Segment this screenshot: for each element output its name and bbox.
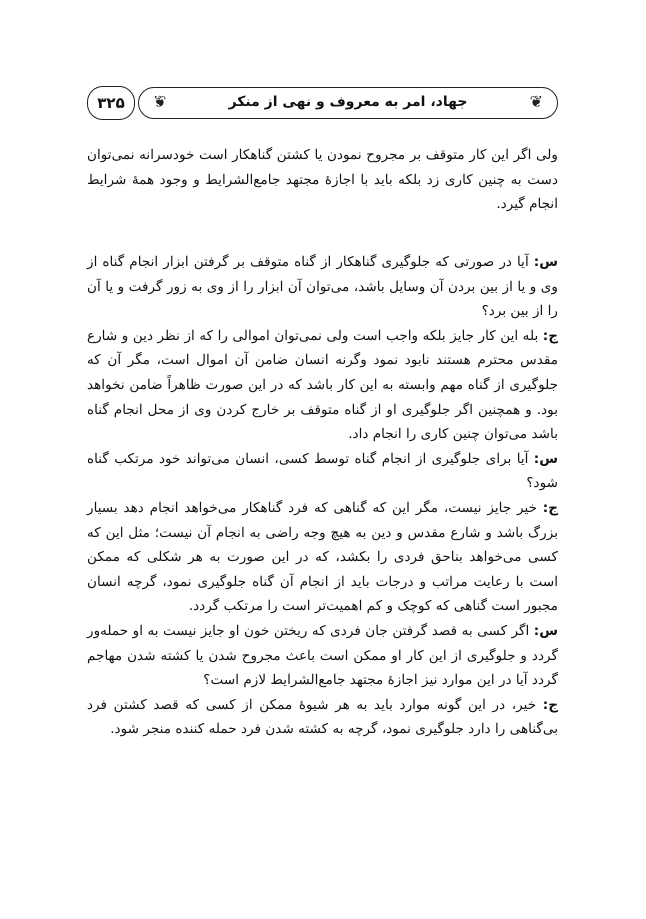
paragraph-text: ولی اگر این کار متوقف بر مجروح نمودن یا کشتن گناهکار است خودسرانه نمی‌توان دست به چنین کاری زد بلکه باید با اجازهٔ مجتهد جامع‌الشرایط و وجود همهٔ شرایط انجام گیرد. — [87, 147, 558, 213]
question-text: اگر کسی به قصد گرفتن جان فردی که ریختن خون او جایز نیست به او حمله‌ور گردد و جلوگیری از این کار او ممکن است باعث مجروح شدن یا کشته شدن مهاجم گردد آیا در این موارد نیز اجازهٔ مجتهد جامع‌الشرایط لازم است؟ — [87, 622, 558, 689]
answer-text: بله این کار جایز بلکه واجب است ولی نمی‌توان اموالی را که از نظر دین و شارع مقدس محترم هستند نابود نمود وگرنه انسان ضامن آن اموال است، مگر آن که جلوگیری از گناه مهم وابسته به این کار باشد که در این صورت ظاهراً ضامن نخواهد بود. و همچنین اگر جلوگیری او از گناه متوقف بر خارج کردن وی از محل انجام گناه باشد می‌توان چنین کاری را انجام داد. — [87, 327, 558, 443]
page-number: ۳۲۵ — [87, 86, 135, 120]
question-label: س: — [533, 254, 558, 270]
header-title-box — [138, 87, 558, 119]
answer-label: ج: — [542, 327, 558, 344]
question-text: آیا برای جلوگیری از انجام گناه توسط کسی، انسان می‌تواند خود مرتکب گناه شود؟ — [87, 450, 558, 492]
answer-label: ج: — [542, 499, 558, 516]
question-1 — [87, 250, 558, 324]
intro-paragraph — [87, 143, 558, 217]
question-3 — [87, 619, 558, 693]
answer-2 — [87, 496, 558, 619]
answer-text: خیر جایز نیست، مگر این که گناهی که فرد گناهکار می‌خواهد انجام دهد بسیار بزرگ باشد و شارع مقدس و دین به هیچ وجه راضی به انجام آن نیست؛ مثل این که کسی می‌خواهد بناحق فردی را بکشد، که در این صورت به هر شکلی که ممکن است با رعایت مراتب و درجات باید از انجام آن گناه جلوگیری نمود، گرچه انسان مجبور است گناهی که کوچک و کم اهمیت‌تر است را مرتکب گردد. — [87, 499, 558, 615]
chapter-title: جهاد، امر به معروف و نهی از منکر — [228, 94, 468, 110]
question-2 — [87, 447, 558, 496]
answer-text: خیر، در این گونه موارد باید به هر شیوهٔ ممکن از کسی که قصد کشتن فرد بی‌گناهی را دارد جلوگیری نمود، گرچه به کشته شدن فرد حمله کننده منجر شود. — [87, 696, 558, 738]
question-label: س: — [533, 622, 558, 639]
answer-1 — [87, 324, 558, 447]
question-label: س: — [533, 450, 558, 467]
answer-3 — [87, 693, 558, 742]
ornament-icon: ❦ — [153, 92, 167, 111]
qa-section — [87, 250, 558, 742]
question-text: آیا در صورتی که جلوگیری گناهکار از گناه متوقف بر گرفتن ابزار انجام گناه از وی و یا از بین بردن آن وسایل باشد، می‌توان آن ابزار را از وی به زور گرفت و یا آن را از بین برد؟ — [87, 254, 558, 320]
page-header — [87, 86, 558, 120]
ornament-icon: ❦ — [529, 92, 543, 111]
answer-label: ج: — [542, 696, 558, 713]
